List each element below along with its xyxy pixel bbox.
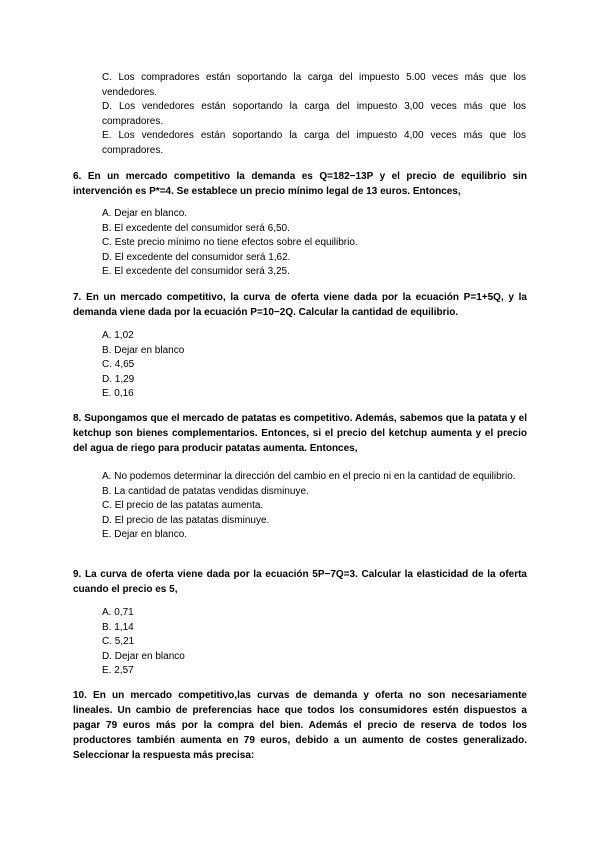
option-c: C. El precio de las patatas aumenta. (102, 500, 264, 511)
question-9: 9. La curva de oferta viene dada por la ecuación 5P−7Q=3. Calcular la elasticidad de la oferta cuando el precio es 5, (73, 569, 527, 595)
option-c: C. Este precio mínimo no tiene efectos sobre el equilibrio. (102, 237, 358, 248)
question-8: 8. Supongamos que el mercado de patatas es competitivo. Además, sabemos que la patata y el ketchup son bienes complementarios. Entonces, si el precio del ketchup aumenta y el precio del agua de riego para producir patatas aumenta. Entonces, (73, 413, 527, 454)
option-c: C. Los compradores están soportando la carga del impuesto 5.00 veces más que los vendedores. (102, 72, 526, 98)
q5-options (102, 71, 526, 158)
option-c: C. 4,65 (102, 359, 135, 370)
option-b: B. 1,14 (102, 621, 134, 633)
option-c: C. 5,21 (102, 636, 135, 647)
q8-options (102, 470, 526, 543)
option-a: A. 0,71 (102, 607, 134, 618)
option-e: E. El excedente del consumidor será 3,25. (102, 266, 290, 277)
question-7: 7. En un mercado competitivo, la curva de oferta viene dada por la ecuación P=1+5Q, y la demanda viene dada por la ecuación P=10−2Q. Calcular la cantidad de equilibrio. (73, 292, 527, 318)
option-b: B. La cantidad de patatas vendidas disminuye. (102, 485, 309, 497)
question-6: 6. En un mercado competitivo la demanda es Q=182−13P y el precio de equilibrio sin intervención es P*=4. Se establece un precio mínimo legal de 13 euros. Entonces, (73, 171, 527, 197)
question-10: 10. En un mercado competitivo,las curvas de demanda y oferta no son necesariamente lineales. Un cambio de preferencias hace que todos los consumidores estén dispuestos a pagar 79 euros más por la compra del bien. Además el precio de reserva de todos los productores también aumenta en 79 euros, debido a un aumento de costes generalizado. Seleccionar la respuesta más precisa: (73, 690, 527, 761)
option-e: E. Los vendedores están soportando la carga del impuesto 4,00 veces más que los compradores. (102, 130, 526, 156)
option-e: E. Dejar en blanco. (102, 529, 188, 540)
q9-options (102, 606, 526, 679)
option-a: A. 1,02 (102, 330, 134, 341)
option-d: D. Dejar en blanco (102, 650, 185, 662)
q7-options (102, 329, 526, 402)
option-a: A. No podemos determinar la dirección del cambio en el precio ni en la cantidad de equilibrio. (102, 471, 516, 482)
option-d: D. El precio de las patatas disminuye. (102, 514, 270, 526)
option-a: A. Dejar en blanco. (102, 208, 188, 219)
q6-options (102, 207, 526, 280)
option-b: B. El excedente del consumidor será 6,50. (102, 222, 290, 234)
option-d: D. 1,29 (102, 373, 135, 385)
option-e: E. 2,57 (102, 665, 134, 676)
option-b: B. Dejar en blanco (102, 344, 185, 356)
option-e: E. 0,16 (102, 388, 134, 399)
option-d: D. Los vendedores están soportando la carga del impuesto 3,00 veces más que los compradores. (102, 101, 526, 127)
option-d: D. El excedente del consumidor será 1,62. (102, 251, 291, 263)
